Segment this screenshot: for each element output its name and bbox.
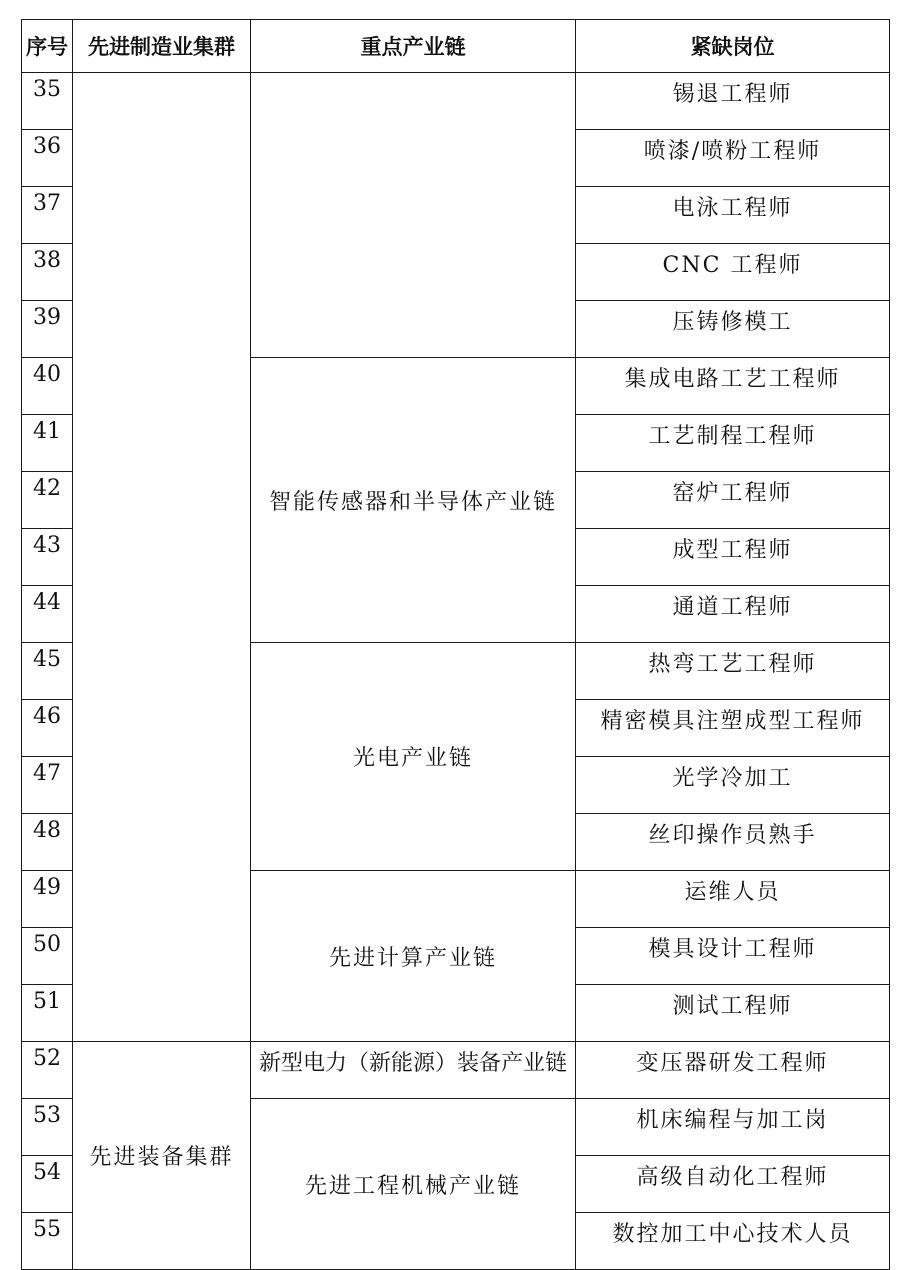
chain-cell: 光电产业链 [251, 643, 576, 871]
position-cell: 精密模具注塑成型工程师 [576, 700, 890, 757]
row-number: 38 [22, 244, 73, 301]
row-number: 46 [22, 700, 73, 757]
cluster-cell: 先进装备集群 [73, 1042, 251, 1270]
shortage-positions-table [21, 19, 890, 1270]
position-cell: 机床编程与加工岗 [576, 1099, 890, 1156]
position-cell: 变压器研发工程师 [576, 1042, 890, 1099]
row-number: 37 [22, 187, 73, 244]
position-cell: 锡退工程师 [576, 73, 890, 130]
chain-cell: 先进工程机械产业链 [251, 1099, 576, 1270]
chain-cell: 先进计算产业链 [251, 871, 576, 1042]
row-number: 51 [22, 985, 73, 1042]
row-number: 50 [22, 928, 73, 985]
row-number: 36 [22, 130, 73, 187]
position-cell: 电泳工程师 [576, 187, 890, 244]
header-position: 紧缺岗位 [576, 20, 890, 73]
row-number: 47 [22, 757, 73, 814]
row-number: 49 [22, 871, 73, 928]
position-cell: 通道工程师 [576, 586, 890, 643]
table-row [22, 1042, 890, 1099]
table-row [22, 73, 890, 130]
table-wrapper [21, 19, 890, 1270]
position-cell: 集成电路工艺工程师 [576, 358, 890, 415]
position-cell: 喷漆/喷粉工程师 [576, 130, 890, 187]
row-number: 43 [22, 529, 73, 586]
position-cell: 压铸修模工 [576, 301, 890, 358]
header-row [22, 20, 890, 73]
chain-cell [251, 73, 576, 358]
header-chain: 重点产业链 [251, 20, 576, 73]
position-cell: 测试工程师 [576, 985, 890, 1042]
row-number: 40 [22, 358, 73, 415]
row-number: 39 [22, 301, 73, 358]
position-cell: 成型工程师 [576, 529, 890, 586]
chain-cell: 新型电力（新能源）装备产业链 [251, 1042, 576, 1099]
position-cell: 丝印操作员熟手 [576, 814, 890, 871]
position-cell: 数控加工中心技术人员 [576, 1213, 890, 1270]
position-cell: 热弯工艺工程师 [576, 643, 890, 700]
row-number: 35 [22, 73, 73, 130]
row-number: 55 [22, 1213, 73, 1270]
row-number: 52 [22, 1042, 73, 1099]
position-cell: 运维人员 [576, 871, 890, 928]
row-number: 48 [22, 814, 73, 871]
row-number: 53 [22, 1099, 73, 1156]
position-cell: 窑炉工程师 [576, 472, 890, 529]
header-index: 序号 [22, 20, 73, 73]
row-number: 45 [22, 643, 73, 700]
cluster-cell [73, 73, 251, 1042]
position-cell: 光学冷加工 [576, 757, 890, 814]
chain-cell: 智能传感器和半导体产业链 [251, 358, 576, 643]
position-cell: CNC 工程师 [576, 244, 890, 301]
row-number: 44 [22, 586, 73, 643]
position-cell: 模具设计工程师 [576, 928, 890, 985]
position-cell: 工艺制程工程师 [576, 415, 890, 472]
header-cluster: 先进制造业集群 [73, 20, 251, 73]
position-cell: 高级自动化工程师 [576, 1156, 890, 1213]
row-number: 41 [22, 415, 73, 472]
row-number: 54 [22, 1156, 73, 1213]
row-number: 42 [22, 472, 73, 529]
